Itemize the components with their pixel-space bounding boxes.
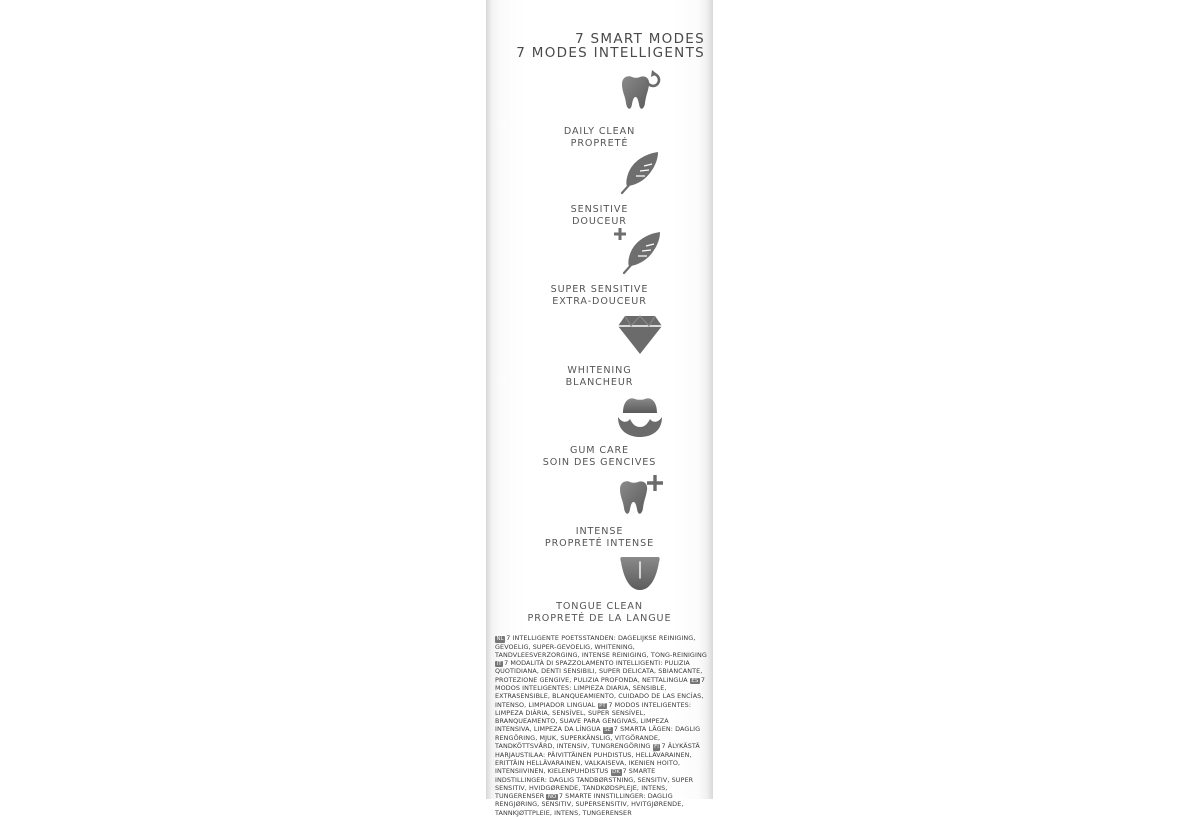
mode-label-en: WHITENING: [567, 365, 632, 376]
tooth-refresh-icon: [617, 70, 663, 116]
product-side-panel: [486, 0, 713, 817]
lang-code-badge: NL: [496, 636, 504, 642]
page-title: [516, 32, 705, 60]
fine-print-text: 7 ÄLYKÄSTÄ HARJAUSTILAA: PÄIVITTÄINEN PUHDISTUS, HELLÄVARAINEN, ERITTÄIN HELLÄVARAINEN, VALKAISEVA, IKENIEN HOITO, INTENSIIVINEN, KIELENPUHDISTUS: [495, 742, 700, 776]
title-line-fr: 7 MODES INTELLIGENTS: [516, 45, 705, 61]
fine-print-text: 7 MODOS INTELIGENTES: LIMPEZA DIÁRIA, SENSÍVEL, SUPER SENSÍVEL, BRANQUEAMENTO, SUAVE PARA GENGIVAS, LIMPEZA INTENSIVA, LIMPEZA DA LÍNGUA: [495, 700, 692, 734]
fine-print-text: 7 SMARTE INDSTILLINGER: DAGLIG TANDBØRSTNING, SENSITIV, SUPER SENSITIV, HVIDGØRENDE, TANDKØDSPLEJE, INTENS, TUNGERENSER: [495, 767, 694, 800]
fine-print-text: 7 MODALITÀ DI SPAZZOLAMENTO INTELLIGENTI: PULIZIA QUOTIDIANA, DENTI SENSIBILI, SUPER DELICATA, SBIANCANTE, PROTEZIONE GENGIVE, PULIZIA PROFONDA, NETTALINGUA: [495, 658, 703, 684]
mode-label-fr: DOUCEUR: [572, 216, 627, 227]
mode-label-en: GUM CARE: [570, 445, 629, 456]
mode-label-en: TONGUE CLEAN: [556, 601, 643, 612]
lang-code-badge: ES: [691, 677, 699, 684]
mode-daily-clean: [486, 126, 713, 150]
feather-icon: [614, 148, 664, 198]
mode-label-fr: EXTRA-DOUCEUR: [552, 296, 647, 307]
lang-code-badge: SE: [604, 727, 612, 734]
fine-print-text: 7 SMARTA LÄGEN: DAGLIG RENGÖRING, MJUK, SUPERKÄNSLIG, VITGÖRANDE, TANDKÖTTSVÅRD, INTENSIV, TUNGRENGÖRING: [495, 725, 701, 751]
mode-label-fr: PROPRETÉ INTENSE: [544, 538, 655, 549]
diamond-icon: [617, 314, 663, 356]
title-line-en: 7 SMART MODES: [575, 31, 705, 47]
gum-tooth-icon: [617, 393, 663, 437]
feather-plus-icon: [614, 226, 666, 278]
mode-label-en: SENSITIVE: [570, 204, 629, 215]
mode-super-sensitive: [486, 284, 713, 308]
mode-label-en: INTENSE: [575, 526, 624, 537]
mode-label-en: SUPER SENSITIVE: [550, 284, 649, 295]
mode-intense: [486, 526, 713, 550]
fine-print-text: 7 SMARTE INNSTILLINGER: DAGLIG RENGJØRING, SENSITIV, SUPERSENSITIV, HVITGJØRENDE, TANNKJØTTPLEIE, INTENS, TUNGERENSER: [495, 791, 684, 817]
tongue-icon: [619, 554, 661, 594]
mode-label-fr: SOIN DES GENCIVES: [542, 457, 657, 468]
mode-label-en: DAILY CLEAN: [563, 126, 636, 137]
mode-gum-care: [486, 445, 713, 469]
mode-sensitive: [486, 204, 713, 228]
mode-tongue-clean: [486, 601, 713, 625]
mode-label-fr: BLANCHEUR: [565, 377, 634, 388]
lang-code-badge: PT: [599, 702, 606, 709]
mode-label-fr: PROPRETÉ: [570, 138, 629, 149]
fine-print-text: 7 INTELLIGENTE POETSSTANDEN: DAGELIJKSE REINIGING, GEVOELIG, SUPER-GEVOELIG, WHITENING, TANDVLEESVERZORGING, INTENSE REINIGING, TONG-REINIGING: [495, 634, 707, 659]
mode-label-fr: PROPRETÉ DE LA LANGUE: [527, 613, 672, 624]
lang-code-badge: FI: [654, 744, 659, 751]
tooth-plus-icon: [617, 473, 665, 519]
mode-whitening: [486, 365, 713, 389]
lang-code-badge: NO: [547, 793, 557, 800]
lang-code-badge: IT: [496, 660, 502, 667]
fine-print-text: 7 MODOS INTELIGENTES: LIMPIEZA DIARIA, SENSIBLE, EXTRASENSIBLE, BLANQUEAMIENTO, CUIDADO DE LAS ENCÍAS, INTENSO, LIMPIADOR LINGUAL: [495, 675, 706, 709]
multilingual-fine-print: [495, 634, 707, 817]
lang-code-badge: DK: [612, 769, 620, 776]
